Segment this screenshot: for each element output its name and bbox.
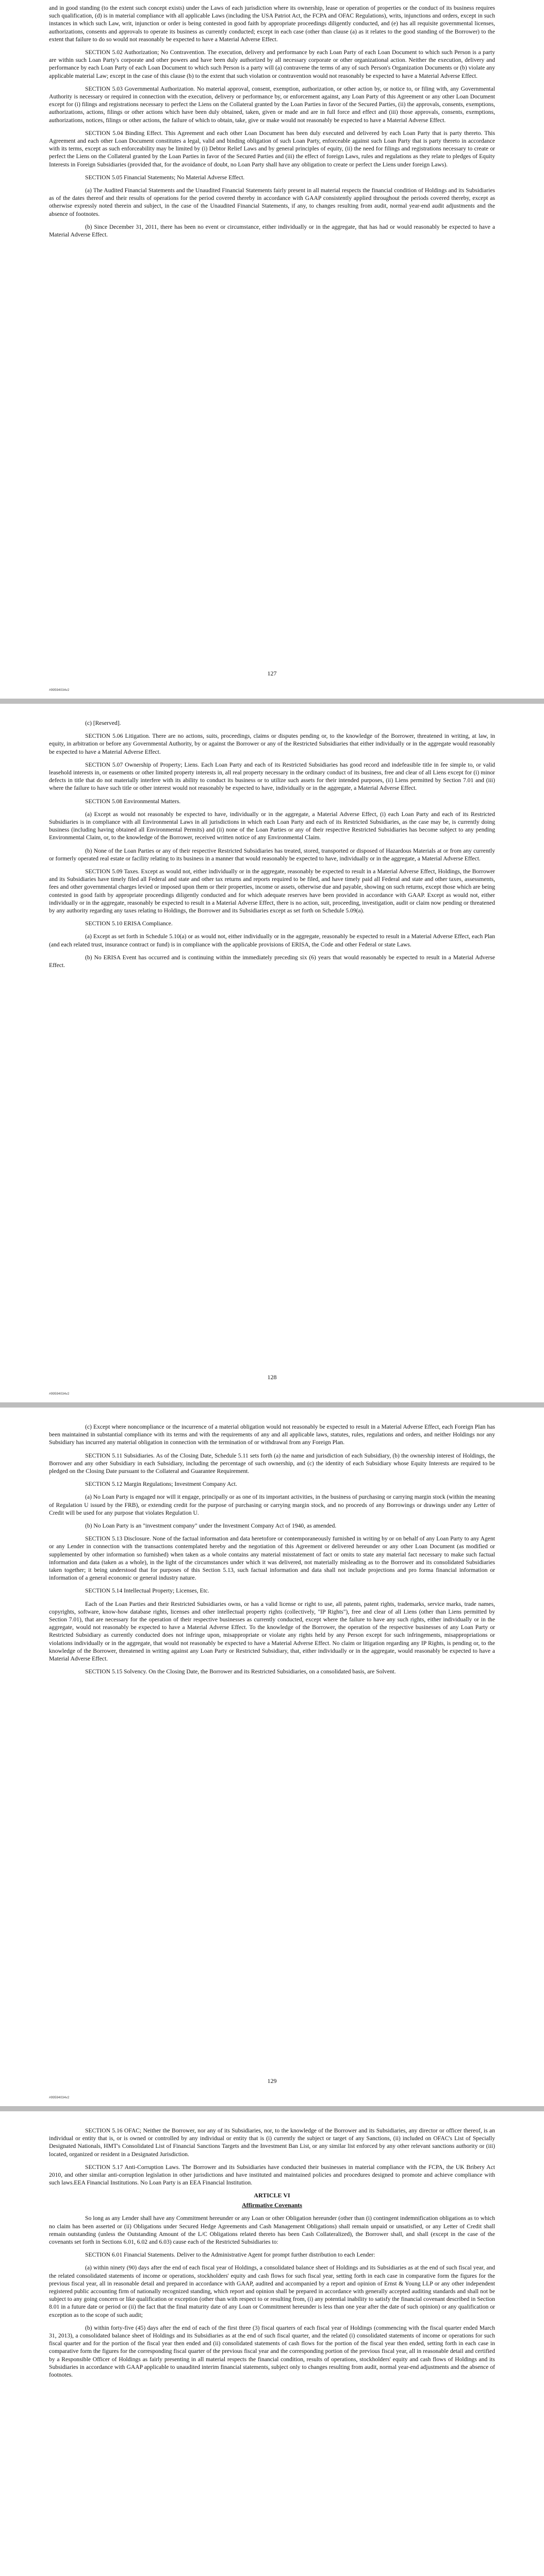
section-5-12: SECTION 5.12 Margin Regulations; Investment Company Act.: [85, 1481, 237, 1488]
document-page-2: [0, 704, 544, 1402]
footer-document-id: #99594034v2: [49, 2096, 70, 2099]
section-5-12-a: (a) No Loan Party is engaged nor will it engage, principally or as one of its important activities, in the business of purchasing or carrying margin stock (within the meaning of Regulation U issued by the FRB), or extending credit for the purpose of purchasing or carrying margin stock, and no proceeds of any Borrowings or drawings under any Letter of Credit will be used for any purpose that violates Regulation U.: [49, 1494, 495, 1516]
section-5-14-body: Each of the Loan Parties and their Restricted Subsidiaries owns, or has a valid license or right to use, all patents, patent rights, trademarks, service marks, trade names, copyrights, software, know-how database rights, licenses and other intellectual property rights (collectively, "IP Rights"), free and clear of all Liens (other than Liens permitted by Section 7.01), that are necessary for the operation of their respective businesses as currently conducted, except where the failure to have any such rights, either individually or in the aggregate, would not reasonably be expected to have a Material Adverse Effect. To the knowledge of the Borrower, the operation of the respective businesses of any Loan Party or Restricted Subsidiary as currently conducted does not infringe upon, misappropriate or violate any rights held by any Person except for such infringements, misappropriations or violations individually or in the aggregate, that would not reasonably be expected to have a Material Adverse Effect. No claim or litigation regarding any IP Rights, is pending or, to the knowledge of the Borrower, threatened in writing against any Loan Party or Restricted Subsidiary, that, either individually or in the aggregate, would reasonably be expected to have a Material Adverse Effect.: [49, 1600, 495, 1663]
section-5-07: SECTION 5.07 Ownership of Property; Liens. Each Loan Party and each of its Restricted Subsidiaries has good record and indefeasible title in fee simple to, or valid leasehold interests in, or easements or other limited property interests in, all real property necessary in the ordinary conduct of its business, free and clear of all Liens except for (i) minor defects in title that do not materially interfere with its ability to conduct its business or to utilize such assets for their intended purposes, (ii) Liens permitted by Section 7.01 and (iii) where the failure to have such title or other interest would not reasonably be expected to have, individually or in the aggregate, a Material Adverse Effect.: [49, 761, 495, 792]
section-5-12-b: (b) No Loan Party is an "investment company" under the Investment Company Act of 1940, as amended.: [85, 1522, 337, 1530]
section-5-05-c: (c) [Reserved].: [85, 720, 121, 726]
section-5-08-b: (b) None of the Loan Parties or any of their respective Restricted Subsidiaries has treated, stored, transported or disposed of Hazardous Materials at or from any currently or formerly operated real estate or facility relating to its business in a manner that would reasonably be expected to have, individually or in the aggregate, a Material Adverse Effect.: [49, 847, 495, 862]
section-5-10-b: (b) No ERISA Event has occurred and is continuing within the immediately preceding six (6) years that would reasonably be expected to result in a Material Adverse Effect.: [49, 954, 495, 969]
section-5-09: SECTION 5.09 Taxes. Except as would not, either individually or in the aggregate, reasonably be expected to result in a Material Adverse Effect, Holdings, the Borrower and its Subsidiaries have timely filed all Federal and state and other tax returns and reports required to be filed, and have timely paid all Federal and state and other taxes, assessments, fees and other governmental charges levied or imposed upon them or their properties, income or assets, otherwise due and payable, showing on such returns, except those which are being contested in good faith by appropriate proceedings diligently conducted and for which adequate reserves have been provided in accordance with GAAP. Except as would not, either individually or in the aggregate, reasonably be expected to result in a Material Adverse Effect, there is no action, suit, proceeding, investigation, audit or claim now pending or threatened by any authority regarding any taxes relating to Holdings, the Borrower and its Subsidiaries except as set forth on Schedule 5.09(a).: [49, 868, 495, 914]
section-5-14: SECTION 5.14 Intellectual Property; Licenses, Etc.: [85, 1587, 209, 1595]
section-5-02: SECTION 5.02 Authorization; No Contravention. The execution, delivery and performance by each Loan Party of each Loan Document to which such Person is a party are within such Loan Party's corporate and other powers and have been duly authorized by all necessary corporate or other organizational action. Neither the execution, delivery and performance by each Loan Party of each Loan Document to which such Person is a party will (a) contravene the terms of any of such Person's Organization Documents or (b) violate any applicable material Law; except in the case of this clause (b) to the extent that such violation or contravention would not reasonably be expected to have a Material Adverse Effect.: [49, 49, 495, 79]
covenant-intro: So long as any Lender shall have any Commitment hereunder or any Loan or other Obligation hereunder (other than (i) contingent indemnification obligations as to which no claim has been asserted or (ii) Obligations under Secured Hedge Agreements and Cash Management Obligations) shall remain unpaid or unsatisfied, or any Letter of Credit shall remain outstanding (unless the Outstanding Amount of the L/C Obligations related thereto has been Cash Collateralized), the Borrower shall, and shall (except in the case of the covenants set forth in Sections 6.01, 6.02 and 6.03) cause each of the Restricted Subsidiaries to:: [49, 2215, 495, 2246]
article-heading: ARTICLE VI: [254, 2192, 290, 2199]
section-5-17: SECTION 5.17 Anti-Corruption Laws. The Borrower and its Subsidiaries have conducted their businesses in material compliance with the FCPA, the UK Bribery Act 2010, and other similar anti-corruption legislation in other jurisdictions and have instituted and maintained policies and procedures designed to promote and achieve compliance with such laws.EEA Financial Institutions. No Loan Party is an EEA Financial Institution.: [49, 2163, 495, 2187]
section-5-15: SECTION 5.15 Solvency. On the Closing Date, the Borrower and its Restricted Subsidiaries, on a consolidated basis, are Solvent.: [85, 1668, 396, 1675]
section-5-04: SECTION 5.04 Binding Effect. This Agreement and each other Loan Document has been duly executed and delivered by each Loan Party that is party thereto. This Agreement and each other Loan Document constitutes a legal, valid and binding obligation of such Loan Party, enforceable against such Loan Party that is party thereto in accordance with its terms, except as such enforceability may be limited by (i) Debtor Relief Laws and by general principles of equity, (ii) the need for filings and registrations necessary to create or perfect the Liens on the Collateral granted by the Loan Parties in favor of the Secured Parties and (iii) the effect of foreign Laws, rules and regulations as they relate to pledges of Equity Interests in Foreign Subsidiaries (provided that, for the avoidance of doubt, no Loan Party shall have any obligation to create or perfect the Liens under foreign Laws).: [49, 129, 495, 168]
footer-document-id: #99594034v2: [49, 1392, 70, 1396]
section-5-08: SECTION 5.08 Environmental Matters.: [85, 798, 181, 805]
page-number: 129: [267, 2077, 277, 2084]
document-page-1: [0, 0, 544, 699]
footer-document-id: #99594034v2: [49, 688, 70, 692]
section-5-13: SECTION 5.13 Disclosure. None of the factual information and data heretofore or contemporaneously furnished in writing by or on behalf of any Loan Party to any Agent or any Lender in connection with the transactions contemplated hereby and the negotiation of this Agreement or delivered hereunder or any other Loan Document (as modified or supplemented by other information so furnished) when taken as a whole contains any material misstatement of fact or omits to state any material fact necessary to make such factual information and data (taken as a whole), in the light of the circumstances under which it was delivered, not materially misleading as to the Borrower and its consolidated Subsidiaries taken together; it being understood that for purposes of this Section 5.13, such factual information and data shall not include projections and pro forma financial information or information of a general economic or general industry nature.: [49, 1535, 495, 1582]
document-page-3: [0, 1408, 544, 2106]
section-6-01: SECTION 6.01 Financial Statements. Deliver to the Administrative Agent for prompt further distribution to each Lender:: [85, 2251, 375, 2259]
section-6-01-a: (a) within ninety (90) days after the end of each fiscal year of Holdings, a consolidated balance sheet of Holdings and its Subsidiaries as at the end of such fiscal year, and the related consolidated statements of income or operations, stockholders' equity and cash flows for such fiscal year, setting forth in each case in comparative form the figures for the previous fiscal year, all in reasonable detail and prepared in accordance with GAAP, audited and accompanied by a report and opinion of Ernst & Young LLP or any other independent registered public accounting firm of nationally recognized standing, which report and opinion shall be prepared in accordance with generally accepted auditing standards and shall not be subject to any going concern or like qualification or exception (other than with respect to or resulting from, (i) any potential inability to satisfy the financial covenant described in Section 8.01 in a future date or period or (ii) the fact that the final maturity date of any Loan or Commitment hereunder is less than one year after the date of such opinion) or any qualification or exception as to the scope of such audit;: [49, 2264, 495, 2318]
document-page-4: [0, 2111, 544, 2576]
section-6-01-b: (b) within forty-five (45) days after the end of each of the first three (3) fiscal quarters of each fiscal year of Holdings (commencing with the fiscal quarter ended March 31, 2013), a consolidated balance sheet of Holdings and its Subsidiaries as at the end of such fiscal quarter, and the related (i) consolidated statements of income or operations for such fiscal quarter and for the portion of the fiscal year then ended and (ii) consolidated statements of cash flows for the portion of the fiscal year then ended, setting forth in each case in comparative form the figures for the corresponding fiscal quarter of the previous fiscal year and the corresponding portion of the previous fiscal year, all in reasonable detail and certified by a Responsible Officer of Holdings as fairly presenting in all material respects the financial condition, results of operations, stockholders' equity and cash flows of Holdings and its Subsidiaries in accordance with GAAP applicable to unaudited interim financial statements, subject only to changes resulting from audit, normal year-end adjustments and the absence of footnotes.: [49, 2324, 495, 2379]
section-5-03: SECTION 5.03 Governmental Authorization. No material approval, consent, exemption, authorization, or other action by, or notice to, or filing with, any Governmental Authority is necessary or required in connection with the execution, delivery or performance by, or enforcement against, any Loan Party of this Agreement or any other Loan Document except for (i) filings and registrations necessary to perfect the Liens on the Collateral granted by the Loan Parties in favor of the Secured Parties, (ii) the approvals, consents, exemptions, authorizations, actions, filings or other actions which have been duly obtained, taken, given or made and are in full force and effect and (iii) those approvals, consents, exemptions, authorizations, notices, filings or other actions, the failure of which to obtain, take, give or make would not reasonably be expected to have a Material Adverse Effect.: [49, 85, 495, 124]
paragraph: and in good standing (to the extent such concept exists) under the Laws of each jurisdiction where its ownership, lease or operation of properties or the conduct of its business requires such qualification, (d) is in material compliance with all applicable Laws (including the USA Patriot Act, the FCPA and OFAC Regulations), writs, injunctions and orders, except in such instances in which such Law, writ, injunction or order is being contested in good faith by appropriate proceedings diligently conducted, and (e) has all requisite governmental licenses, authorizations, consents and approvals to operate its business as currently conducted; except in each case (other than clause (a) as it relates to the good standing of the Borrower) to the extent that failure to do so would not reasonably be expected to have a Material Adverse Effect.: [49, 5, 495, 43]
section-5-05-b: (b) Since December 31, 2011, there has been no event or circumstance, either individually or in the aggregate, that has had or would reasonably be expected to have a Material Adverse Effect.: [49, 223, 495, 239]
section-5-10: SECTION 5.10 ERISA Compliance.: [85, 920, 173, 927]
page-number: 128: [267, 1374, 277, 1381]
section-5-10-c: (c) Except where noncompliance or the incurrence of a material obligation would not reasonably be expected to result in a Material Adverse Effect, each Foreign Plan has been maintained in substantial compliance with its terms and with the requirements of any and all applicable laws, statutes, rules, regulations and orders, and neither Holdings nor any Subsidiary has incurred any material obligation in connection with the termination of or withdrawal from any Foreign Plan.: [49, 1423, 495, 1446]
section-5-10-a: (a) Except as set forth in Schedule 5.10(a) or as would not, either individually or in the aggregate, reasonably be expected to result in a Material Adverse Effect, each Plan (and each related trust, insurance contract or fund) is in compliance with the applicable provisions of ERISA, the Code and other Federal or state Laws.: [49, 933, 495, 948]
section-5-05-a: (a) The Audited Financial Statements and the Unaudited Financial Statements fairly present in all material respects the financial condition of Holdings and its Subsidiaries as of the dates thereof and their results of operations for the period covered thereby in accordance with GAAP consistently applied throughout the periods covered thereby, except as otherwise expressly noted therein and subject, in the case of the Unaudited Financial Statements, if any, to changes resulting from audit, normal year-end audit adjustments and the absence of footnotes.: [49, 187, 495, 217]
section-5-05: SECTION 5.05 Financial Statements; No Material Adverse Effect.: [85, 174, 245, 181]
section-5-08-a: (a) Except as would not reasonably be expected to have, individually or in the aggregate, a Material Adverse Effect, (i) each Loan Party and each of its Restricted Subsidiaries is in compliance with all Environmental Laws in all jurisdictions in which each Loan Party and each of its Restricted Subsidiaries, as the case may be, is currently doing business (including having obtained all Environmental Permits) and (ii) none of the Loan Parties or any of their respective Restricted Subsidiaries has become subject to any pending Environmental Claim, or, to the knowledge of the Borrower, received written notice of any Environmental Claim.: [49, 810, 495, 841]
page-number: 127: [267, 670, 277, 677]
section-5-16: SECTION 5.16 OFAC; Neither the Borrower, nor any of its Subsidiaries, nor, to the knowledge of the Borrower and its Subsidiaries, any director or officer thereof, is an individual or entity that is, or is owned or controlled by any individual or entity that is (i) currently the subject or target of any Sanctions, (ii) included on OFAC's List of Specially Designated Nationals, HMT's Consolidated List of Financial Sanctions Targets and the Investment Ban List, or any similar list enforced by any other relevant sanctions authority or (iii) located, organized or resident in a Designated Jurisdiction.: [49, 2127, 495, 2158]
article-title: Affirmative Covenants: [242, 2201, 302, 2209]
section-5-11: SECTION 5.11 Subsidiaries. As of the Closing Date, Schedule 5.11 sets forth (a) the name and jurisdiction of each Subsidiary, (b) the ownership interest of Holdings, the Borrower and any other Subsidiary in each Subsidiary, including the percentage of such ownership, and (c) the identity of each Subsidiary whose Equity Interests are required to be pledged on the Closing Date pursuant to the Collateral and Guarantee Requirement.: [49, 1452, 495, 1475]
section-5-06: SECTION 5.06 Litigation. There are no actions, suits, proceedings, claims or disputes pending or, to the knowledge of the Borrower, threatened in writing, at law, in equity, in arbitration or before any Governmental Authority, by or against the Borrower or any of the Restricted Subsidiaries that either individually or in the aggregate would reasonably be expected to have a Material Adverse Effect.: [49, 733, 495, 755]
